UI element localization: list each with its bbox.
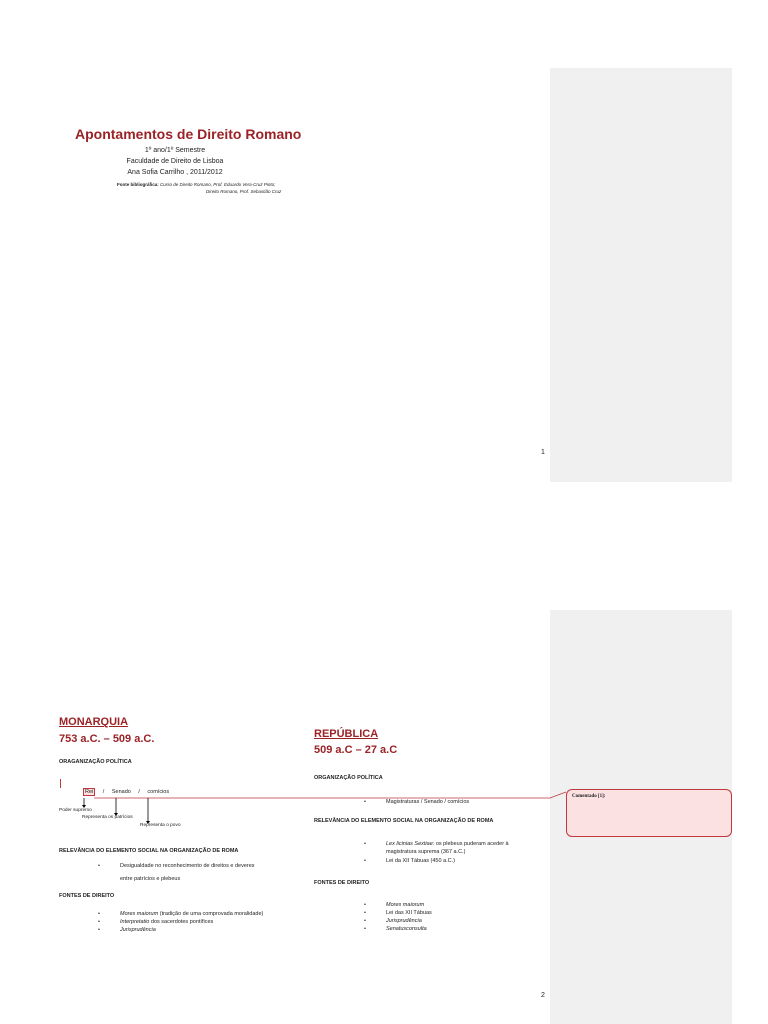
rei-label: Rei [85,789,94,795]
list-item [364,857,455,865]
fonte-italic: Interpretatio [120,919,150,925]
monarquia-fontes-list [98,910,263,934]
note-poder-supremo: Poder supremo [59,808,92,813]
list-item [364,901,432,909]
list-item [364,925,432,933]
fonte-italic: Mores maiorum [386,902,425,908]
fonte-text: dos sacerdotes pontífices [149,919,214,925]
page-number-1: 1 [541,449,545,456]
republica-dates: 509 a.C – 27 a.C [314,744,398,756]
page-number-2: 2 [541,992,545,999]
list-item [98,910,263,918]
year-semester: 1º ano/1º Semestre [144,147,206,154]
list-item [98,926,263,934]
republica-social-heading: RELEVÂNCIA DO ELEMENTO SOCIAL NA ORGANIZAÇÃO DE ROMA [314,818,494,824]
monarquia-social-heading: RELEVÂNCIA DO ELEMENTO SOCIAL NA ORGANIZAÇÃO DE ROMA [59,848,239,854]
source-label: Fonte bibliográfica: [117,182,159,187]
comment-balloon[interactable] [566,789,732,837]
separator: / [102,789,105,795]
fonte-italic: Mores maiorum [120,911,159,917]
monarquia-social-cont: entre patrícios e plebeus [120,876,181,882]
separator: / [138,789,140,795]
monarquia-org-heading: ORAGANIZAÇÃO POLÍTICA [59,759,132,765]
republica-social-list-2 [364,857,455,865]
org-item-text: Magistraturas / Senado / comícios [386,799,470,805]
republica-org-list [364,798,469,806]
list-item [364,840,509,848]
republica-fontes-heading: FONTES DE DIREITO [314,880,370,886]
social-text: Lei da XII Tábuas (450 a.C.) [386,858,455,864]
note-representa-patricios: Representa os patrícios [82,815,133,820]
fonte-text: Lei das XII Tábuas [386,910,432,916]
fonte-text: (tradição de uma comprovada moralidade) [158,911,264,917]
republica-org-heading: ORGANIZAÇÃO POLÍTICA [314,775,383,781]
document-title: Apontamentos de Direito Romano [75,126,302,142]
comment-label: Comentado [1]: [572,794,606,799]
social-text: : os plebeus puderam aceder à [432,841,509,847]
fonte-italic: Jurisprudência [386,918,422,924]
list-item [364,917,432,925]
senado-label: Senado [111,789,131,795]
monarquia-fontes-heading: FONTES DE DIREITO [59,893,115,899]
list-item [364,909,432,917]
fonte-italic: Jurisprudência [120,927,156,933]
monarquia-title: MONARQUIA [59,716,129,728]
author-line: Ana Sofia Carrilho , 2011/2012 [127,169,223,176]
monarquia-social-list [98,862,255,870]
republica-title: REPÚBLICA [314,728,379,740]
source-text-1: Curso de Direito Romano, Prof. Eduardo Vera-Cruz Pinto; [160,182,276,187]
monarquia-dates: 753 a.C. – 509 a.C. [59,733,155,745]
faculty-name: Faculdade de Direito de Lisboa [126,158,224,165]
source-text-2: Direito Romano, Prof. Sebastião Cruz [206,189,282,194]
comicios-label: comícios [147,789,170,795]
republica-social-cont: magistratura suprema (367 a.C.) [386,849,466,855]
republica-fontes-list [364,901,432,933]
note-representa-povo: Representa o povo [140,823,181,828]
social-italic: Lex licinias Sextiae [386,841,433,847]
list-item [364,798,469,806]
list-item [98,862,255,870]
fonte-italic: Senatusconsulta [386,926,427,932]
republica-social-list [364,840,509,848]
list-item [98,918,263,926]
social-text: Desigualdade no reconhecimento de direitos e deveres [120,863,255,869]
